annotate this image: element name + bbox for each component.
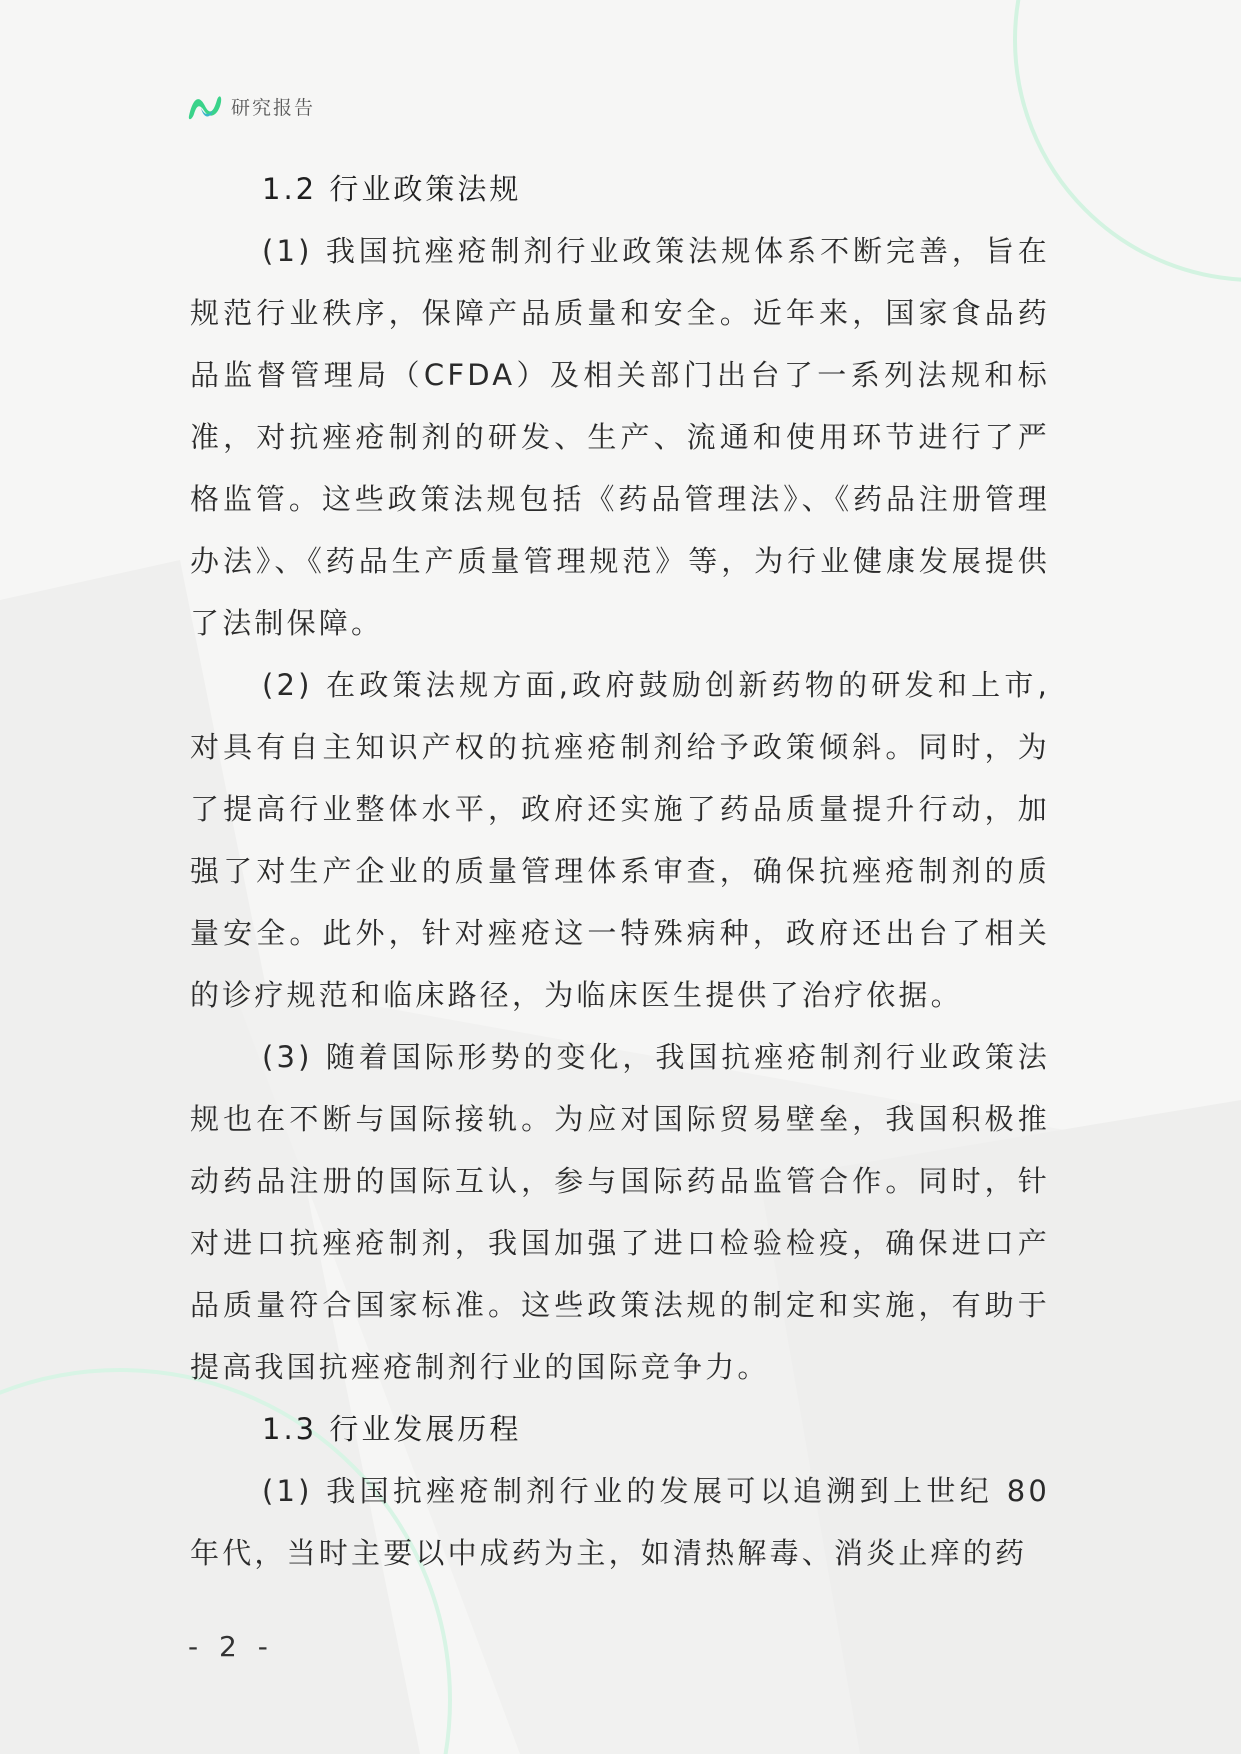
section-heading: 1.2 行业政策法规 bbox=[262, 172, 522, 206]
report-header bbox=[187, 88, 315, 124]
paragraph: (1) 我国抗痤疮制剂行业政策法规体系不断完善，旨在规范行业秩序，保障产品质量和安全。近年来，国家食品药品监督管理局（CFDA）及相关部门出台了一系列法规和标准，对抗痤疮制剂的研发、生产、流通和使用环节进行了严格监管。这些政策法规包括《药品管理法》、《药品注册管理办法》、《药品生产质量管理规范》等，为行业健康发展提供了法制保障。 bbox=[190, 234, 1050, 640]
paragraph: (1) 我国抗痤疮制剂行业的发展可以追溯到上世纪 80 年代，当时主要以中成药为主，如清热解毒、消炎止痒的药 bbox=[190, 1474, 1050, 1570]
brand-logo-icon bbox=[187, 90, 223, 122]
paragraph: (3) 随着国际形势的变化，我国抗痤疮制剂行业政策法规也在不断与国际接轨。为应对国际贸易壁垒，我国积极推动药品注册的国际互认，参与国际药品监管合作。同时，针对进口抗痤疮制剂，我国加强了进口检验检疫，确保进口产品质量符合国家标准。这些政策法规的制定和实施，有助于提高我国抗痤疮制剂行业的国际竞争力。 bbox=[190, 1040, 1050, 1384]
section-heading: 1.3 行业发展历程 bbox=[262, 1412, 522, 1446]
document-body bbox=[190, 158, 1050, 1584]
paragraph: (2) 在政策法规方面,政府鼓励创新药物的研发和上市,对具有自主知识产权的抗痤疮制剂给予政策倾斜。同时，为了提高行业整体水平，政府还实施了药品质量提升行动，加强了对生产企业的质量管理体系审查，确保抗痤疮制剂的质量安全。此外，针对痤疮这一特殊病种，政府还出台了相关的诊疗规范和临床路径，为临床医生提供了治疗依据。 bbox=[190, 668, 1050, 1012]
header-title: 研究报告 bbox=[231, 96, 316, 119]
page-number: - 2 - bbox=[188, 1630, 274, 1663]
